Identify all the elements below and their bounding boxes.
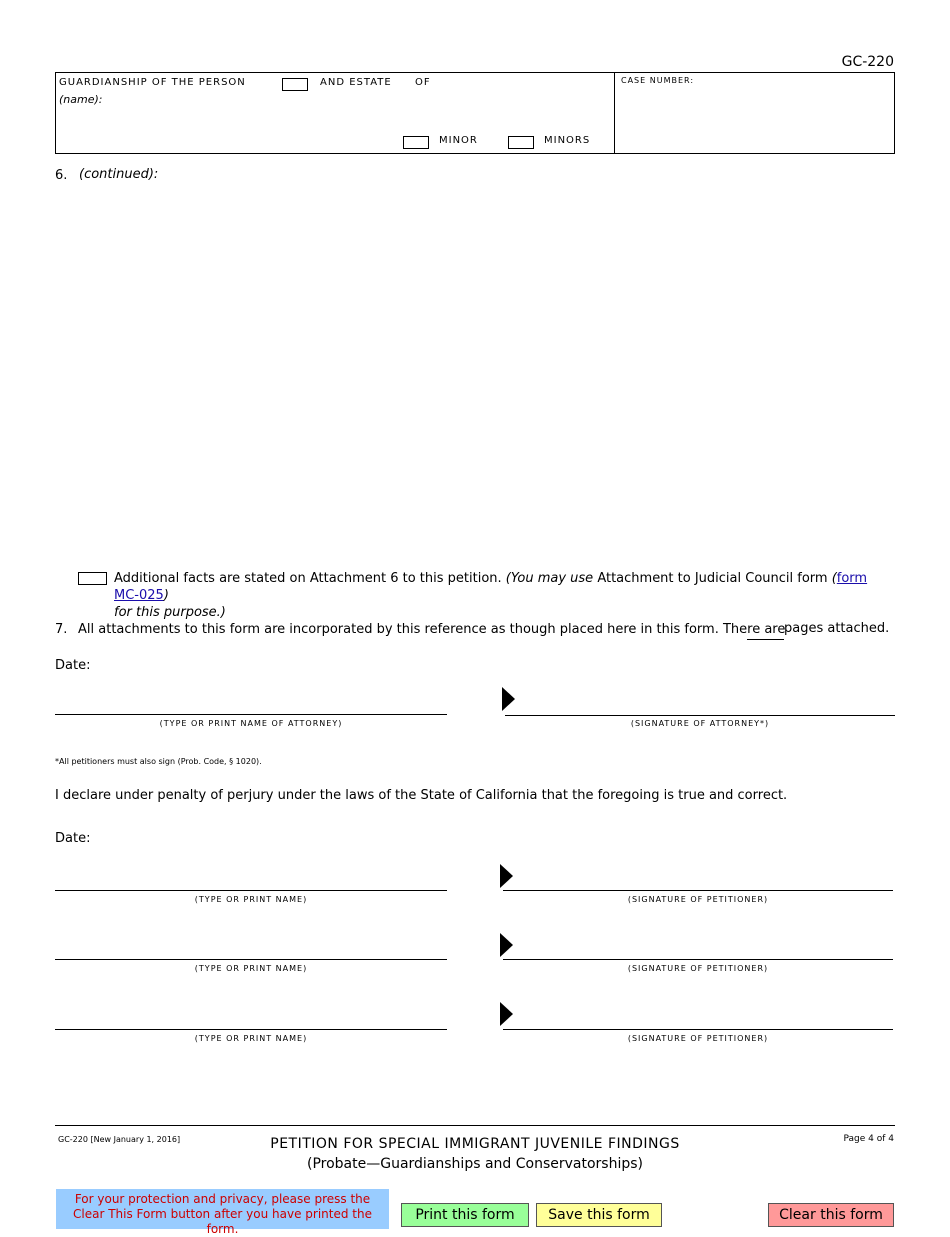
petitioner3-signature-arrow-icon <box>500 1002 513 1026</box>
paren-open: ( <box>831 571 837 586</box>
petitioner3-signature-line[interactable] <box>503 1029 893 1030</box>
attorney-date-label: Date: <box>55 658 91 673</box>
petitioner3-signature-caption: (SIGNATURE OF PETITIONER) <box>627 1034 769 1043</box>
attorney-footnote: *All petitioners must also sign (Prob. Code, § 1020). <box>55 757 262 766</box>
for-this-purpose-text: for this purpose.) <box>114 605 226 620</box>
item6-continued: (continued): <box>79 167 159 182</box>
declaration-text: I declare under penalty of perjury under the laws of the State of California that the foregoing is true and correct. <box>55 788 788 803</box>
minors-label: MINORS <box>544 135 591 146</box>
petitioner2-name-line[interactable] <box>55 959 447 960</box>
petitioner1-signature-caption: (SIGNATURE OF PETITIONER) <box>627 895 769 904</box>
attorney-signature-caption: (SIGNATURE OF ATTORNEY*) <box>630 719 770 728</box>
case-number-divider <box>614 73 615 153</box>
guardianship-label: GUARDIANSHIP OF THE PERSON <box>59 77 246 88</box>
clear-button[interactable]: Clear this form <box>768 1203 894 1227</box>
pages-attached-label: pages attached. <box>784 621 890 636</box>
petitioner2-signature-arrow-icon <box>500 933 513 957</box>
petitioner2-name-caption: (TYPE OR PRINT NAME) <box>194 964 308 973</box>
form-code: GC-220 <box>841 54 894 70</box>
minor-label: MINOR <box>439 135 478 146</box>
and-estate-label: AND ESTATE <box>320 77 392 88</box>
minor-checkbox[interactable] <box>403 136 429 149</box>
footer-subtitle: (Probate—Guardianships and Conservatorships) <box>306 1156 643 1172</box>
footer-form-revision: GC-220 [New January 1, 2016] <box>58 1135 181 1144</box>
additional-facts-text: Additional facts are stated on Attachment 6 to this petition. <box>114 571 506 586</box>
pages-attached-field[interactable] <box>747 626 784 640</box>
you-may-use-text: (You may use <box>505 571 598 586</box>
attachment6-statement <box>114 570 894 621</box>
name-label: (name): <box>59 93 103 106</box>
footer-rule <box>55 1125 895 1126</box>
footer-page-number: Page 4 of 4 <box>843 1134 894 1144</box>
attachment6-checkbox[interactable] <box>78 572 107 585</box>
petitioner3-name-line[interactable] <box>55 1029 447 1030</box>
petitioner3-name-caption: (TYPE OR PRINT NAME) <box>194 1034 308 1043</box>
attorney-name-line[interactable] <box>55 714 447 715</box>
caption-box <box>55 72 895 154</box>
item6-number: 6. <box>55 168 68 183</box>
petitioner2-signature-caption: (SIGNATURE OF PETITIONER) <box>627 964 769 973</box>
and-estate-checkbox[interactable] <box>282 78 308 91</box>
attorney-name-caption: (TYPE OR PRINT NAME OF ATTORNEY) <box>159 719 343 728</box>
form-mc025-link[interactable]: form MC-025 <box>114 571 868 603</box>
petitioner2-signature-line[interactable] <box>503 959 893 960</box>
print-button[interactable]: Print this form <box>401 1203 529 1227</box>
footer-title: PETITION FOR SPECIAL IMMIGRANT JUVENILE FINDINGS <box>270 1136 680 1152</box>
of-label: OF <box>415 77 431 88</box>
attachment-text: Attachment to Judicial Council form <box>597 571 832 586</box>
case-number-field[interactable] <box>621 89 886 149</box>
attorney-signature-line[interactable] <box>505 715 895 716</box>
minors-checkbox[interactable] <box>508 136 534 149</box>
petitioner1-signature-line[interactable] <box>503 890 893 891</box>
case-number-label: CASE NUMBER: <box>621 76 695 85</box>
name-field[interactable] <box>59 109 599 131</box>
petitioner1-signature-arrow-icon <box>500 864 513 888</box>
item6-text-area[interactable] <box>78 188 894 558</box>
declaration-date-label: Date: <box>55 831 91 846</box>
item7-text: All attachments to this form are incorporated by this reference as though placed here in this form. There are <box>78 622 786 637</box>
paren-close: ) <box>163 588 169 603</box>
item7-number: 7. <box>55 622 68 637</box>
save-button[interactable]: Save this form <box>536 1203 662 1227</box>
petitioner1-name-line[interactable] <box>55 890 447 891</box>
privacy-notice: For your protection and privacy, please press the Clear This Form button after you have printed the form. <box>56 1189 389 1229</box>
attorney-signature-arrow-icon <box>502 687 515 711</box>
petitioner1-name-caption: (TYPE OR PRINT NAME) <box>194 895 308 904</box>
